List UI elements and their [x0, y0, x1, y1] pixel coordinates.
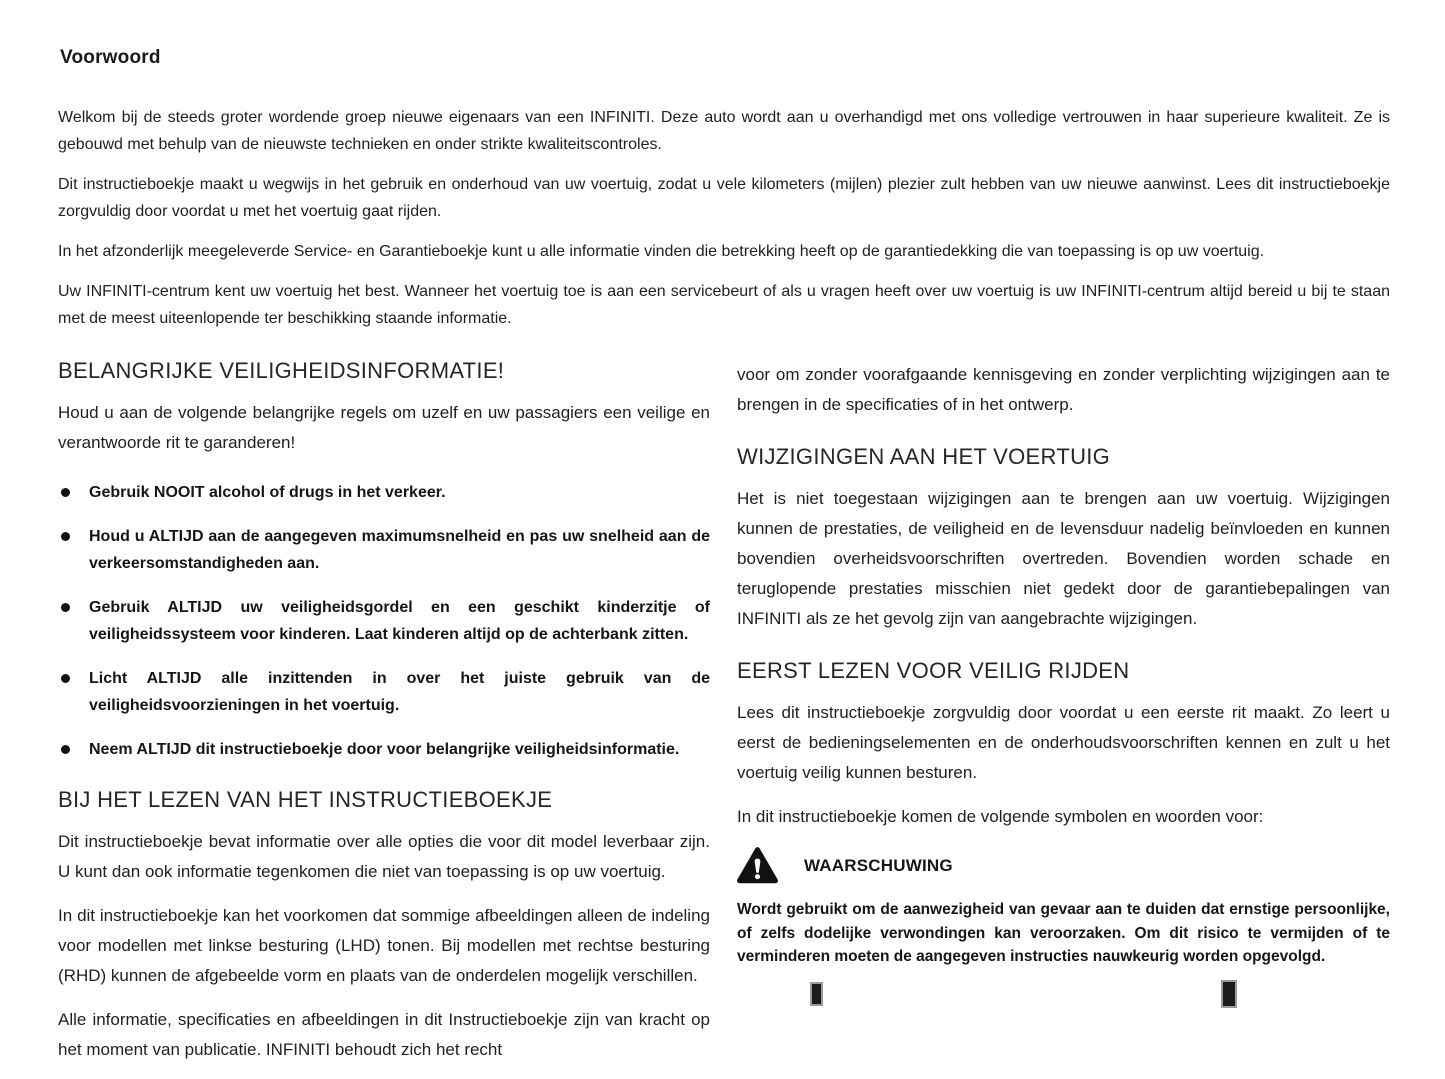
bullet-text: Licht ALTIJD alle inzittenden in over het juiste gebruik van de veiligheidsvoorzieningen in het voertuig. — [89, 670, 710, 714]
list-item — [58, 523, 710, 577]
bullet-text: Gebruik NOOIT alcohol of drugs in het verkeer. — [89, 484, 446, 501]
bullet-text: Houd u ALTIJD aan de aangegeven maximumsnelheid en pas uw snelheid aan de verkeersomstandigheden aan. — [89, 528, 710, 572]
intro-paragraph: Dit instructieboekje maakt u wegwijs in het gebruik en onderhoud van uw voertuig, zodat u vele kilometers (mijlen) plezier zult hebben van uw nieuwe aanwinst. Lees dit instructieboekje zorgvuldig door voordat u met het voertuig gaat rijden. — [58, 176, 1390, 220]
intro-paragraph: In het afzonderlijk meegeleverde Service- en Garantieboekje kunt u alle informatie vinden die betrekking heeft op de garantiedekking die van toepassing is op uw voertuig. — [58, 243, 1265, 260]
right-column — [737, 358, 1390, 1079]
modifications-paragraph: Het is niet toegestaan wijzigingen aan te brengen aan uw voertuig. Wijzigingen kunnen de prestaties, de veiligheid en de levensduur nadelig beïnvloeden en kunnen bovendien overheidsvoorschriften overtreden. Bovendien worden schade en teruglopende prestaties misschien niet gedekt door de garantiebepalingen van INFINITI als ze het gevolg zijn van aangebrachte wijzigingen. — [737, 489, 1390, 628]
reading-paragraph: Dit instructieboekje bevat informatie over alle opties die voor dit model leverbaar zijn. U kunt dan ook informatie tegenkomen die niet van toepassing is op uw voertuig. — [58, 832, 710, 881]
bullet-dot-icon — [61, 532, 70, 541]
bullet-dot-icon — [61, 674, 70, 683]
warning-label: WAARSCHUWING — [804, 856, 953, 875]
list-item — [58, 665, 710, 719]
two-column-layout — [58, 358, 1390, 1079]
bullet-dot-icon — [61, 745, 70, 754]
warning-header — [737, 846, 1390, 886]
left-column — [58, 358, 710, 1079]
section-heading-read-first: EERST LEZEN VOOR VEILIG RIJDEN — [737, 658, 1130, 683]
list-item — [58, 594, 710, 648]
safety-bullet-list — [58, 479, 710, 763]
page-binding-mark-left — [810, 982, 823, 1006]
read-first-paragraph: In dit instructieboekje komen de volgende symbolen en woorden voor: — [737, 807, 1264, 826]
continuation-paragraph: voor om zonder voorafgaande kennisgeving en zonder verplichting wijzigingen aan te brengen in de specificaties of in het ontwerp. — [737, 365, 1390, 414]
page-title: Voorwoord — [60, 47, 161, 68]
intro-paragraph: Welkom bij de steeds groter wordende groep nieuwe eigenaars van een INFINITI. Deze auto wordt aan u overhandigd met ons volledige vertrouwen in haar superieure kwaliteit. Ze is gebouwd met behulp van de nieuwste technieken en onder strikte kwaliteitscontroles. — [58, 109, 1390, 153]
bullet-text: Gebruik ALTIJD uw veiligheidsgordel en een geschikt kinderzitje of veiligheidssysteem voor kinderen. Laat kinderen altijd op de achterbank zitten. — [89, 599, 710, 643]
list-item — [58, 479, 710, 506]
section-heading-vehicle-modifications: WIJZIGINGEN AAN HET VOERTUIG — [737, 444, 1111, 469]
reading-paragraph: In dit instructieboekje kan het voorkomen dat sommige afbeeldingen alleen de indeling voor modellen met linkse besturing (LHD) tonen. Bij modellen met rechtse besturing (RHD) kunnen de afgebeelde vorm en plaats van de onderdelen mogelijk verschillen. — [58, 906, 710, 985]
bullet-dot-icon — [61, 488, 70, 497]
safety-intro-paragraph: Houd u aan de volgende belangrijke regels om uzelf en uw passagiers een veilige en verantwoorde rit te garanderen! — [58, 403, 710, 452]
bullet-text: Neem ALTIJD dit instructieboekje door voor belangrijke veiligheidsinformatie. — [89, 741, 680, 758]
page-binding-mark-right — [1221, 980, 1237, 1008]
reading-paragraph: Alle informatie, specificaties en afbeeldingen in dit Instructieboekje zijn van kracht op het moment van publicatie. INFINITI behoudt zich het recht — [58, 1010, 710, 1059]
warning-paragraph: Wordt gebruikt om de aanwezigheid van gevaar aan te duiden dat ernstige persoonlijke, of zelfs dodelijke verwondingen kan veroorzaken. Om dit risico te vermijden of te verminderen moeten de aangegeven instructies nauwkeurig worden opgevolgd. — [737, 901, 1390, 965]
bullet-dot-icon — [61, 603, 70, 612]
intro-paragraph: Uw INFINITI-centrum kent uw voertuig het best. Wanneer het voertuig toe is aan een servicebeurt of als u vragen heeft over uw voertuig is uw INFINITI-centrum altijd bereid u bij te staan met de meest uiteenlopende ter beschikking staande informatie. — [58, 283, 1390, 327]
warning-triangle-icon — [737, 846, 778, 886]
list-item — [58, 736, 710, 763]
section-heading-reading-manual: BIJ HET LEZEN VAN HET INSTRUCTIEBOEKJE — [58, 787, 553, 812]
read-first-paragraph: Lees dit instructieboekje zorgvuldig door voordat u een eerste rit maakt. Zo leert u eerst de bedieningselementen en de onderhoudsvoorschriften kennen en zult u het voertuig veilig kunnen besturen. — [737, 703, 1390, 782]
section-heading-safety-information: BELANGRIJKE VEILIGHEIDSINFORMATIE! — [58, 358, 505, 383]
